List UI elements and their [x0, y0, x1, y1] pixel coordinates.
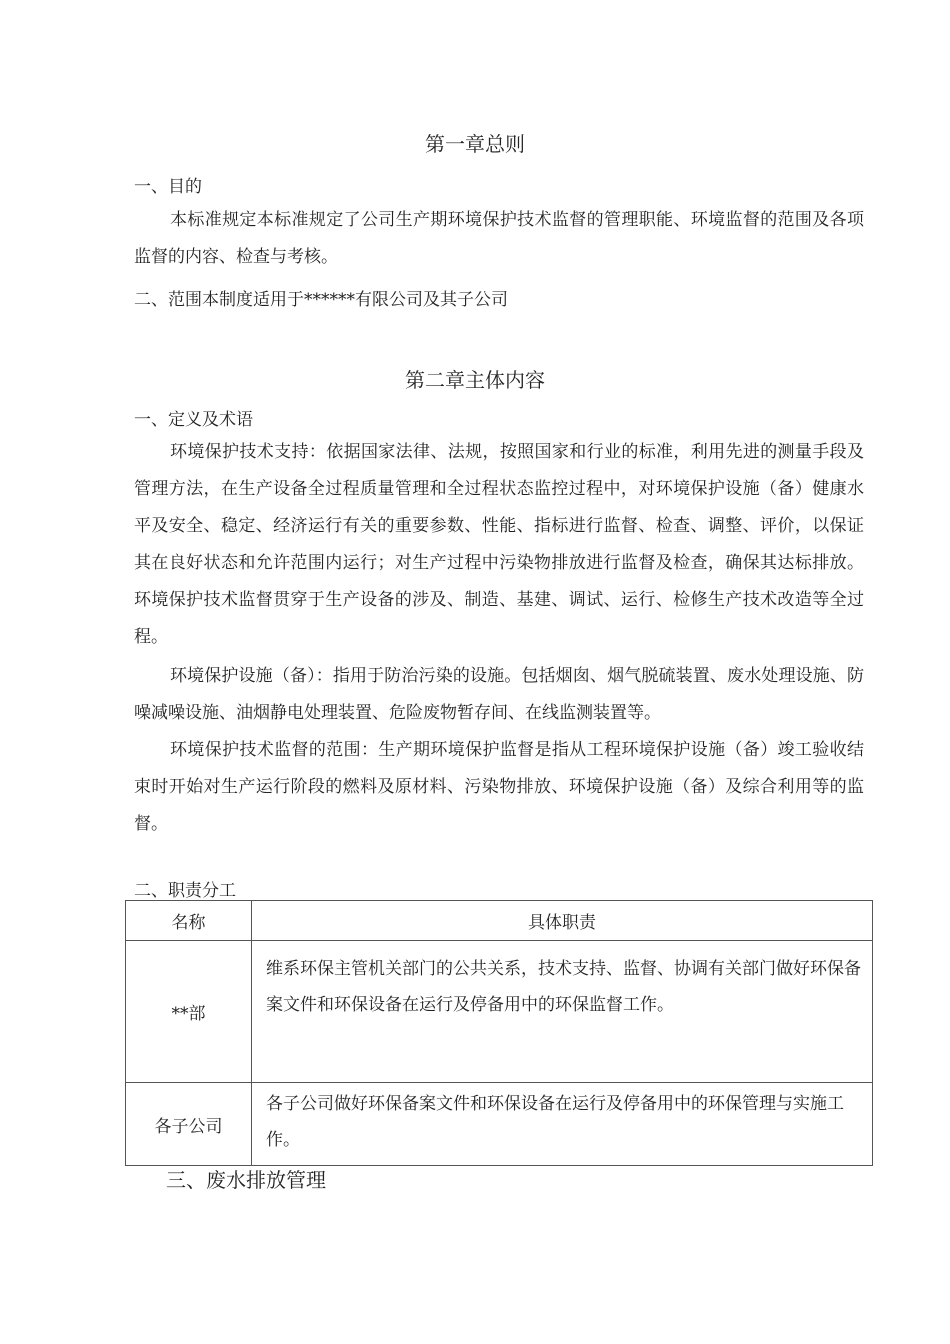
table-cell-duty: 各子公司做好环保备案文件和环保设备在运行及停备用中的环保管理与实施工作。: [252, 1083, 873, 1166]
table-row: [126, 941, 873, 1083]
duties-table: [125, 900, 873, 1166]
scope-line: 二、范围本制度适用于******有限公司及其子公司: [134, 290, 508, 310]
table-cell-name: **部: [126, 941, 252, 1083]
chapter1-title: 第一章总则: [425, 132, 525, 156]
wastewater-heading: 三、废水排放管理: [166, 1168, 326, 1192]
definition-paragraph-tech-support: 环境保护技术支持：依据国家法律、法规，按照国家和行业的标准，利用先进的测量手段及管理方法，在生产设备全过程质量管理和全过程状态监控过程中，对环境保护设施（备）健康水平及安全、稳定、经济运行有关的重要参数、性能、指标进行监督、检查、调整、评价，以保证其在良好状态和允许范围内运行；对生产过程中污染物排放进行监督及检查，确保其达标排放。环境保护技术监督贯穿于生产设备的涉及、制造、基建、调试、运行、检修生产技术改造等全过程。: [134, 442, 864, 647]
table-header-row: [126, 901, 873, 941]
definition-paragraph-scope: 环境保护技术监督的范围：生产期环境保护监督是指从工程环境保护设施（备）竣工验收结束时开始对生产运行阶段的燃料及原材料、污染物排放、环境保护设施（备）及综合利用等的监督。: [134, 740, 864, 834]
duties-heading: 二、职责分工: [134, 881, 236, 901]
table-header-name: 名称: [126, 901, 252, 941]
definitions-heading: 一、定义及术语: [134, 410, 253, 430]
table-header-duty: 具体职责: [252, 901, 873, 941]
definition-paragraph-facilities: 环境保护设施（备）：指用于防治污染的设施。包括烟囱、烟气脱硫装置、废水处理设施、防噪减噪设施、油烟静电处理装置、危险废物暂存间、在线监测装置等。: [134, 666, 864, 723]
purpose-heading: 一、目的: [134, 177, 202, 197]
chapter2-title: 第二章主体内容: [405, 368, 545, 392]
table-row: [126, 1083, 873, 1166]
purpose-paragraph: 本标准规定本标准规定了公司生产期环境保护技术监督的管理职能、环境监督的范围及各项监督的内容、检查与考核。: [134, 210, 864, 267]
table-cell-name: 各子公司: [126, 1083, 252, 1166]
table-cell-duty: 维系环保主管机关部门的公共关系，技术支持、监督、协调有关部门做好环保备案文件和环保设备在运行及停备用中的环保监督工作。: [252, 941, 873, 1083]
